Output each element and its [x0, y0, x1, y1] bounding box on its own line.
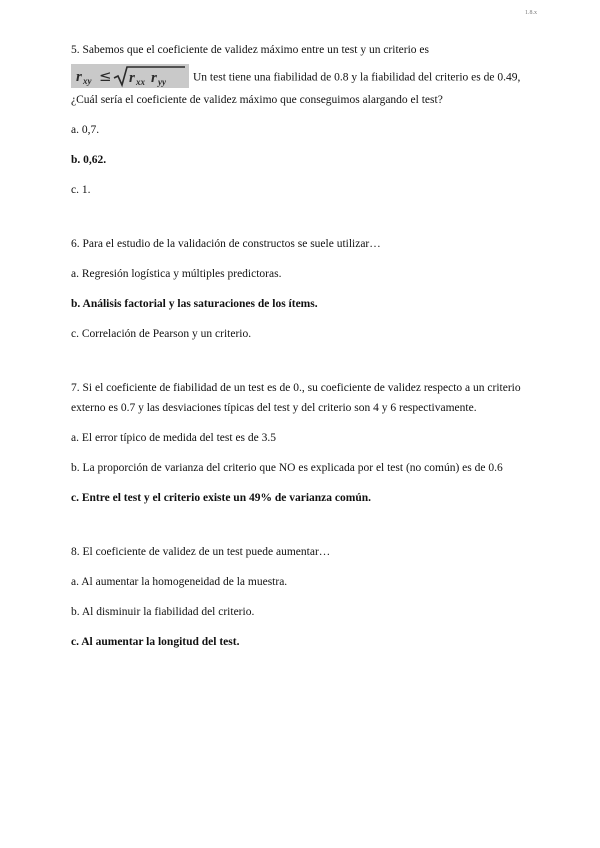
question-5-option-a: a. 0,7.: [71, 124, 100, 136]
svg-text:xx: xx: [136, 77, 145, 87]
question-5-option-b-correct: b. 0,62.: [71, 154, 107, 166]
svg-text:≤: ≤: [99, 67, 112, 85]
question-8-option-c-correct: c. Al aumentar la longitud del test.: [71, 636, 240, 648]
question-8-stem: 8. El coeficiente de validez de un test puede aumentar…: [71, 546, 331, 558]
question-6: [71, 234, 531, 344]
question-5-option-c: c. 1.: [71, 184, 91, 196]
exam-content: [71, 40, 531, 652]
question-5-stem-continued: r xy ≤ r xx r yy Un test tiene una fiabilidad de 0.8 y la fiabilidad del criterio es de 0.49, ¿Cuál sería el coeficiente de validez máximo que conseguimos alargando el test?: [71, 66, 531, 110]
svg-text:xy: xy: [83, 76, 92, 86]
question-8-option-b: b. Al disminuir la fiabilidad del criterio.: [71, 606, 255, 618]
question-8: [71, 542, 531, 652]
svg-text:r: r: [76, 69, 82, 85]
svg-text:yy: yy: [158, 77, 166, 87]
question-7-option-a: a. El error típico de medida del test es de 3.5: [71, 432, 277, 444]
question-7: [71, 378, 531, 508]
question-7-option-b: b. La proporción de varianza del criterio que NO es explicada por el test (no común) es de 0.6: [71, 462, 503, 474]
question-6-stem: 6. Para el estudio de la validación de constructos se suele utilizar…: [71, 238, 381, 250]
svg-text:r: r: [151, 70, 157, 86]
question-7-option-c-correct: c. Entre el test y el criterio existe un 49% de varianza común.: [71, 492, 371, 504]
question-7-stem: 7. Si el coeficiente de fiabilidad de un test es de 0., su coeficiente de validez respecto a un criterio externo es 0.7 y las desviaciones típicas del test y del criterio son 4 y 6 respectivamente.: [71, 382, 521, 414]
svg-text:r: r: [129, 70, 135, 86]
question-8-option-a: a. Al aumentar la homogeneidad de la muestra.: [71, 576, 288, 588]
page-number: 1.8.x: [525, 10, 537, 16]
question-5: [71, 40, 531, 200]
validity-formula-image: [71, 64, 189, 88]
formula-graphic: [71, 64, 189, 88]
question-5-stem: 5. Sabemos que el coeficiente de validez máximo entre un test y un criterio es: [71, 44, 429, 56]
question-6-option-c: c. Correlación de Pearson y un criterio.: [71, 328, 252, 340]
question-6-option-a: a. Regresión logística y múltiples predictoras.: [71, 268, 282, 280]
question-6-option-b-correct: b. Análisis factorial y las saturaciones de los ítems.: [71, 298, 318, 310]
